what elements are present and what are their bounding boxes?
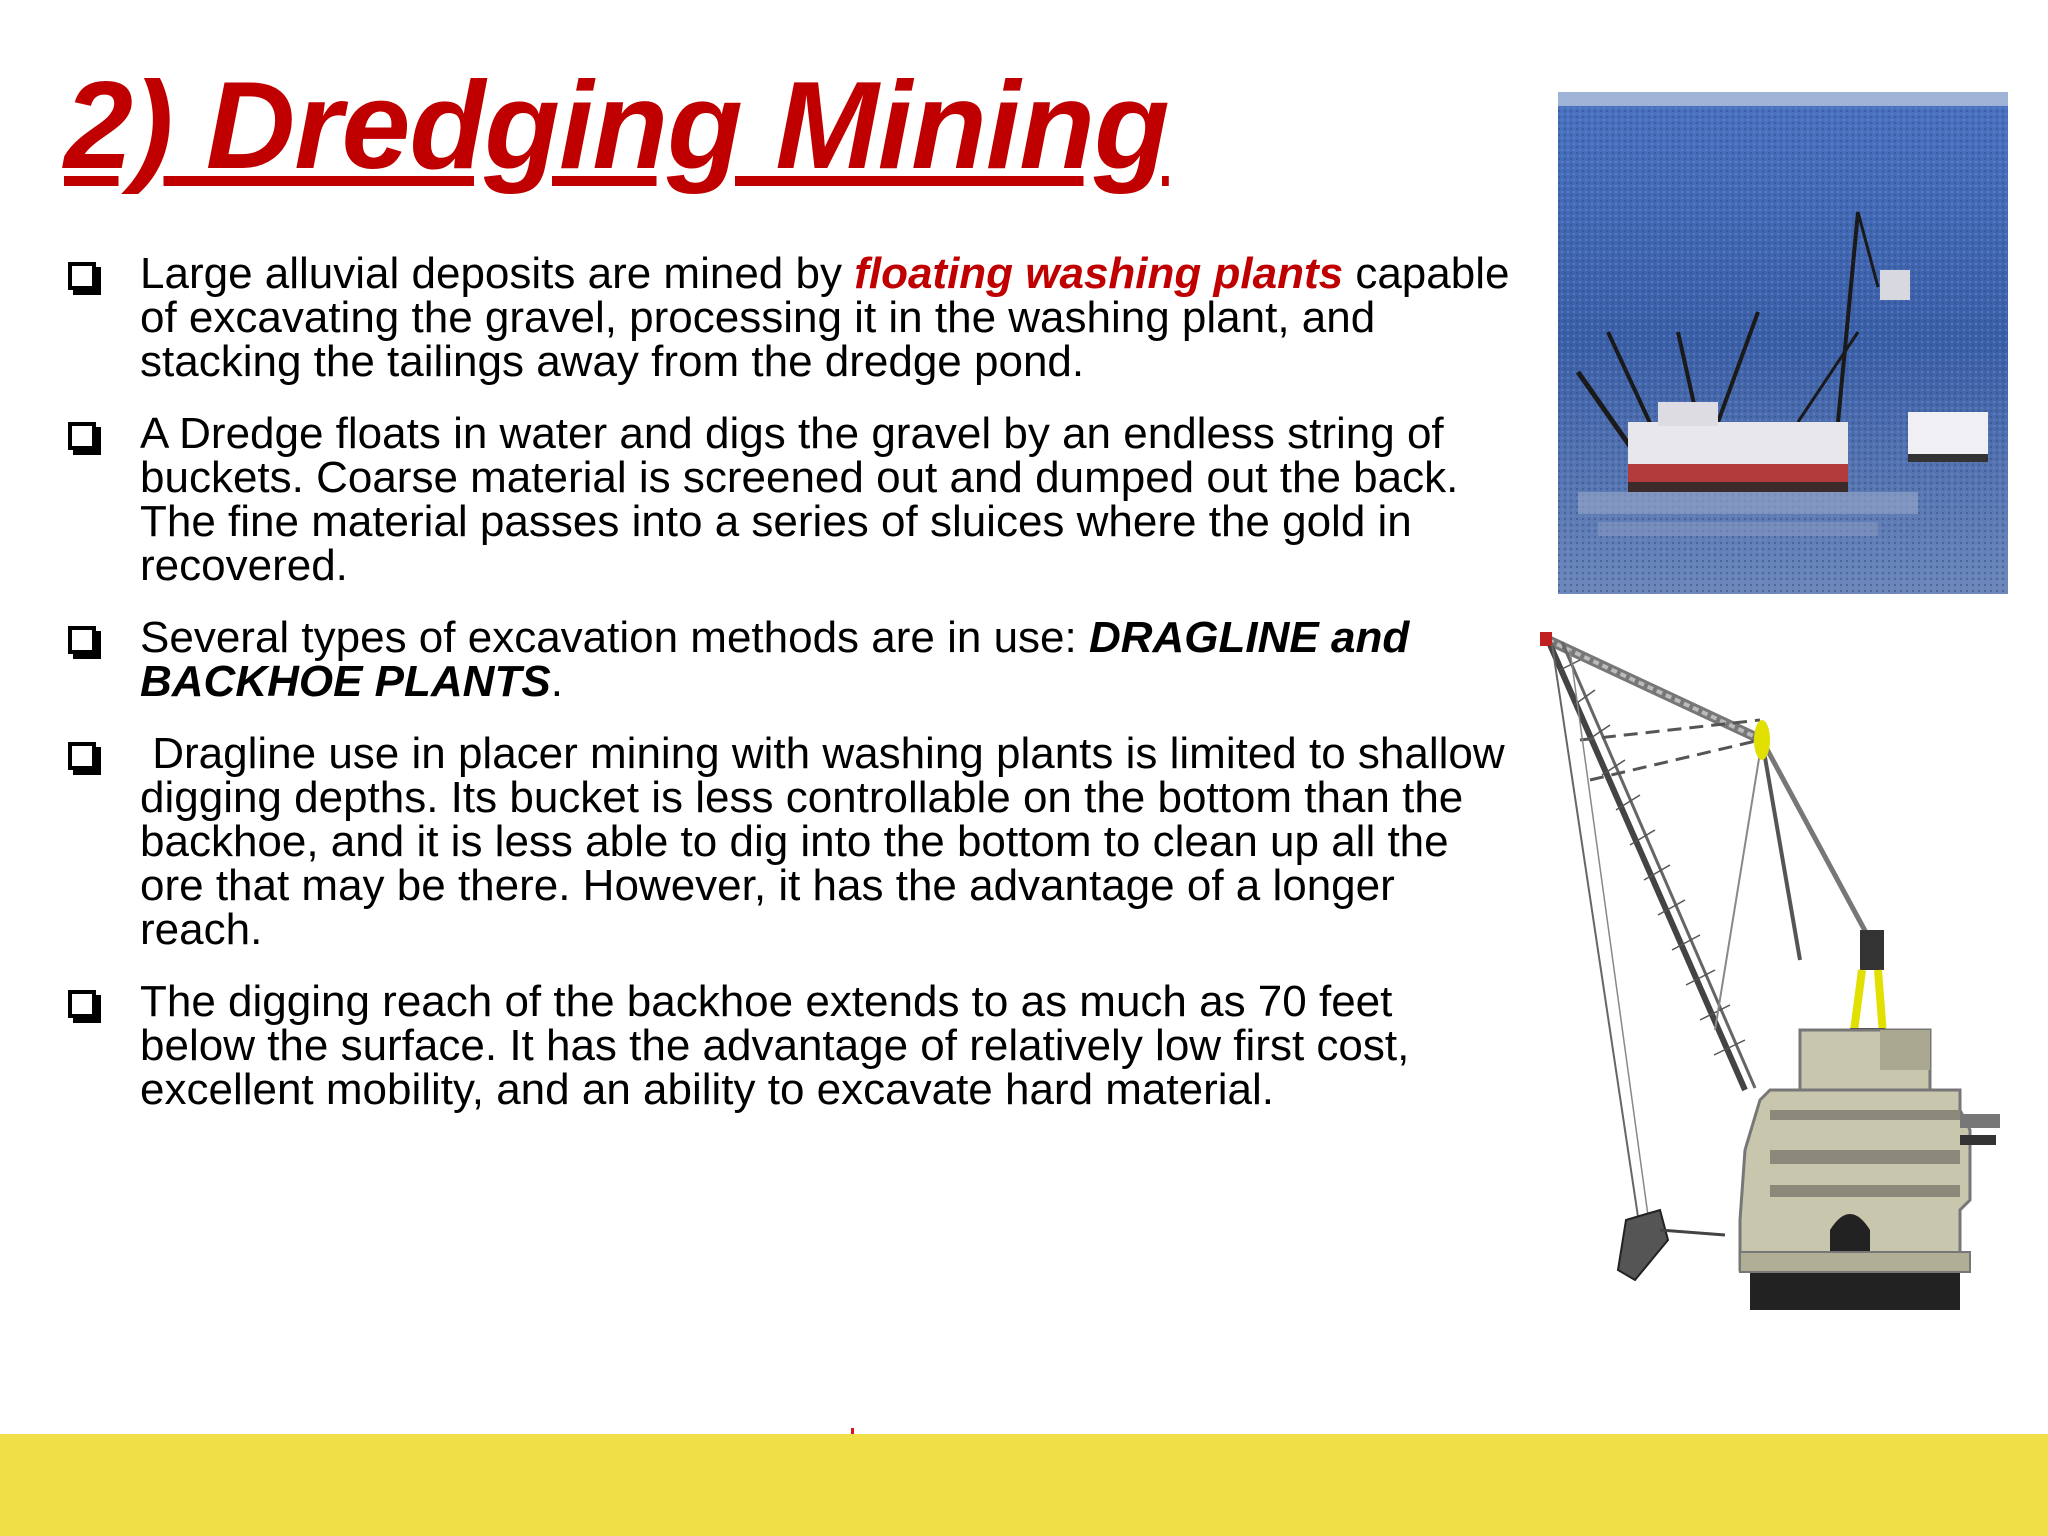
bullet-text: Dragline use in placer mining with washing plants is limited to shallow digging depths. Its bucket is less controllable on the bottom than the backhoe, and it is less able to dig into the bottom to clean up all the ore that may be there. However, it has the advantage of a longer reach.	[140, 729, 1517, 954]
bullet-text: .	[550, 657, 563, 706]
bullet-highlight: DRAGLINE and BACKHOE PLANTS	[140, 613, 1410, 706]
checkbox-bullet-icon	[68, 990, 96, 1018]
bullet-item-2	[64, 409, 1514, 590]
bullet-text: capable of excavating the gravel, processing it in the washing plant, and stacking the tailings away from the dredge pond.	[140, 249, 1510, 386]
checkbox-bullet-icon	[68, 626, 96, 654]
bullet-text: The digging reach of the backhoe extends to as much as 70 feet below the surface. It has the advantage of relatively low first cost, excellent mobility, and an ability to excavate hard material.	[140, 977, 1410, 1114]
bullet-text: Several types of excavation methods are in use:	[140, 613, 1089, 662]
footer-mark	[851, 1428, 854, 1434]
bullet-list	[64, 249, 1517, 1140]
bullet-text: A Dredge floats in water and digs the gravel by an endless string of buckets. Coarse material is screened out and dumped out the back. The fine material passes into a series of sluices where the gold in recovered.	[140, 409, 1459, 590]
footer-bar	[0, 1434, 2048, 1536]
dredge-photo	[1558, 92, 2008, 594]
bullet-item-4	[64, 729, 1517, 954]
bullet-text: Large alluvial deposits are mined by	[140, 249, 855, 298]
bullet-item-3	[64, 613, 1514, 706]
checkbox-bullet-icon	[68, 262, 96, 290]
checkbox-bullet-icon	[68, 422, 96, 450]
bullet-item-1	[64, 249, 1514, 386]
bullet-item-5	[64, 977, 1514, 1114]
slide-title: 2) Dredging Mining	[64, 57, 1169, 195]
dragline-illustration	[1540, 630, 2000, 1350]
checkbox-bullet-icon	[68, 742, 96, 770]
bullet-highlight: floating washing plants	[854, 249, 1344, 298]
